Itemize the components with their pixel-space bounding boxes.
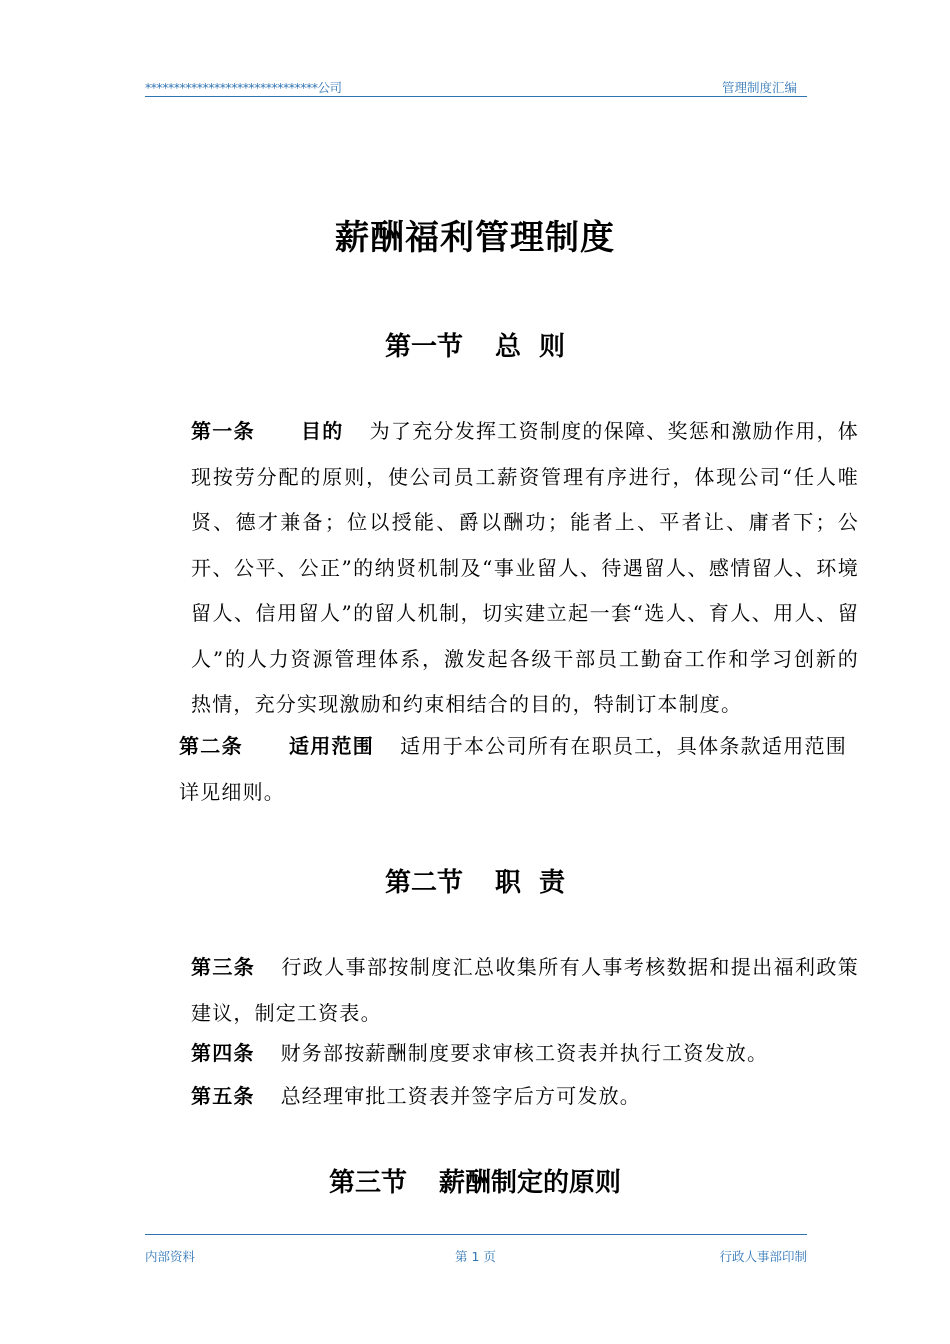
page-footer bbox=[145, 1234, 807, 1264]
article-label: 第五条 bbox=[191, 1084, 255, 1108]
header-company: ******************************公司 bbox=[145, 80, 342, 95]
article-label: 第二条 bbox=[179, 734, 243, 758]
section-heading-1 bbox=[0, 326, 950, 363]
article-heading: 适用范围 bbox=[288, 734, 375, 758]
footer-internal: 内部资料 bbox=[145, 1249, 196, 1264]
footer-page-number: 第 1 页 bbox=[455, 1249, 496, 1264]
article-1 bbox=[145, 409, 859, 728]
section-name: 总 则 bbox=[494, 332, 566, 362]
article-text: 总经理审批工资表并签字后方可发放。 bbox=[280, 1084, 642, 1108]
page-header bbox=[145, 78, 807, 97]
document-title: 薪酬福利管理制度 bbox=[335, 218, 615, 258]
article-3 bbox=[145, 945, 859, 1036]
section-number: 第二节 bbox=[384, 868, 463, 898]
article-2 bbox=[145, 724, 847, 815]
section-number: 第三节 bbox=[328, 1168, 407, 1198]
article-text: 适用于本公司所有在职员工，具体条款适用范围详见细则。 bbox=[179, 734, 847, 804]
section-name: 薪酬制定的原则 bbox=[439, 1168, 622, 1198]
article-label: 第一条 bbox=[191, 419, 255, 443]
article-4 bbox=[145, 1031, 859, 1077]
section-number: 第一节 bbox=[384, 332, 463, 362]
article-heading: 目的 bbox=[300, 419, 344, 443]
article-label: 第三条 bbox=[191, 955, 256, 979]
header-doc-set: 管理制度汇编 bbox=[721, 80, 797, 95]
section-heading-3 bbox=[0, 1162, 950, 1199]
article-label: 第四条 bbox=[191, 1041, 255, 1065]
article-text: 行政人事部按制度汇总收集所有人事考核数据和提出福利政策建议，制定工资表。 bbox=[191, 955, 859, 1025]
section-name: 职 责 bbox=[494, 868, 566, 898]
article-5 bbox=[145, 1074, 859, 1120]
article-text: 为了充分发挥工资制度的保障、奖惩和激励作用，体现按劳分配的原则，使公司员工薪资管理有序进行，体现公司“任人唯贤、德才兼备；位以授能、爵以酬功；能者上、平者让、庸者下；公开、公平、公正”的纳贤机制及“事业留人、待遇留人、感情留人、环境留人、信用留人”的留人机制，切实建立起一套“选人、育人、用人、留人”的人力资源管理体系，激发起各级干部员工勤奋工作和学习创新的热情，充分实现激励和约束相结合的目的，特制订本制度。 bbox=[191, 419, 859, 716]
section-heading-2 bbox=[0, 862, 950, 899]
article-text: 财务部按薪酬制度要求审核工资表并执行工资发放。 bbox=[280, 1041, 769, 1065]
footer-printed-by: 行政人事部印制 bbox=[719, 1249, 807, 1264]
